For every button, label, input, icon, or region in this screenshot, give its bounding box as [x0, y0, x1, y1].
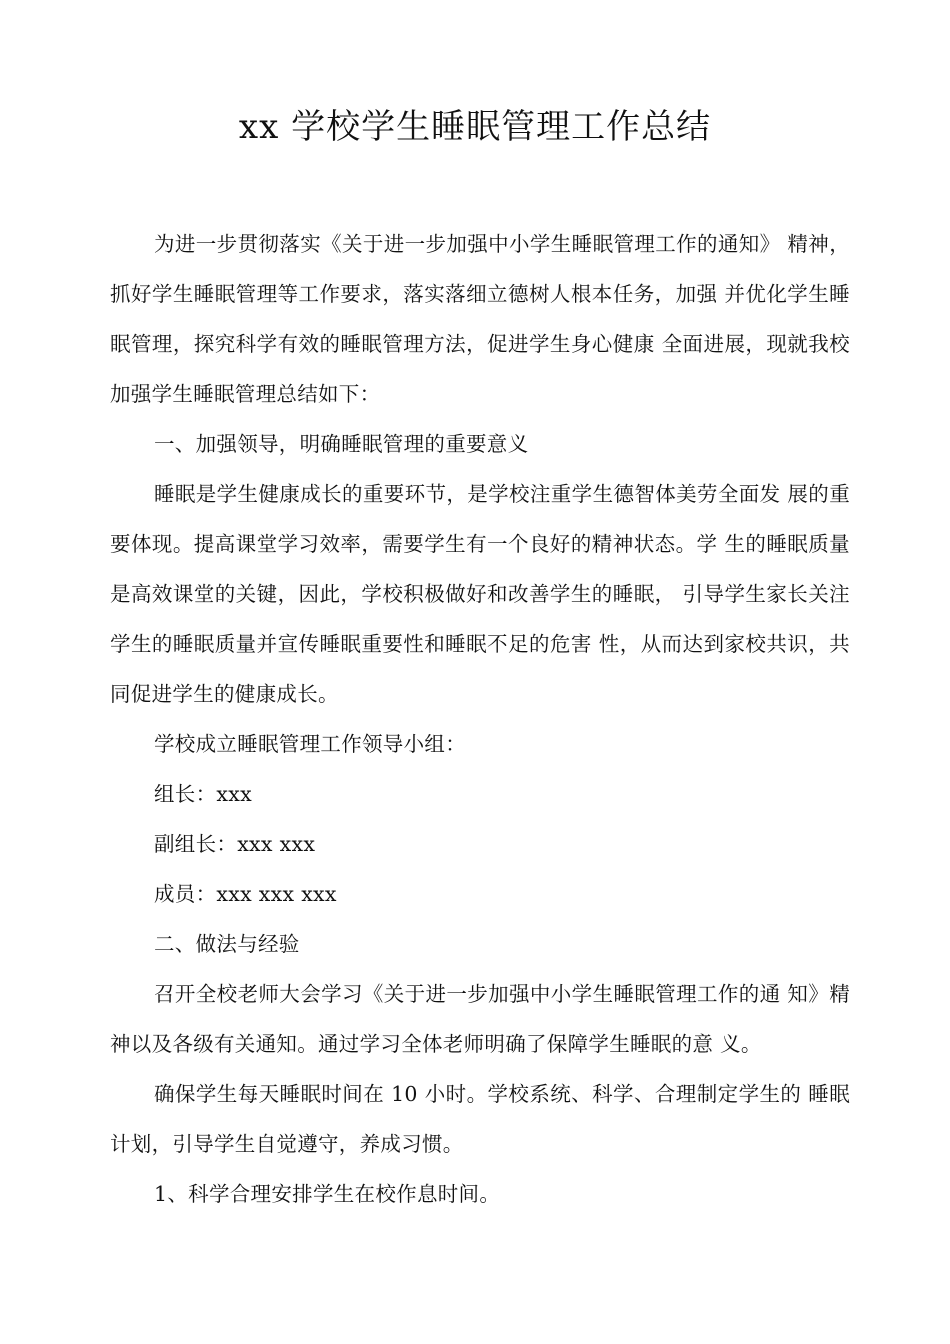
numbered-item-1: 1、科学合理安排学生在校作息时间。: [154, 1182, 501, 1206]
document-body: [110, 219, 850, 1219]
body-paragraph: 召开全校老师大会学习《关于进一步加强中小学生睡眠管理工作的通 知》精神以及各级有关通知。通过学习全体老师明确了保障学生睡眠的意 义。: [110, 982, 850, 1056]
deputy-leader-line: 副组长：xxx xxx: [154, 832, 316, 856]
document-title: xx 学校学生睡眠管理工作总结: [238, 107, 712, 147]
leadership-group-intro: 学校成立睡眠管理工作领导小组：: [154, 732, 466, 756]
group-leader-line: 组长：xxx: [154, 782, 252, 806]
body-paragraph: 确保学生每天睡眠时间在 10 小时。学校系统、科学、合理制定学生的 睡眠计划，引导学生自觉遵守，养成习惯。: [110, 1082, 850, 1156]
intro-paragraph: 为进一步贯彻落实《关于进一步加强中小学生睡眠管理工作的通知》 精神，抓好学生睡眠管理等工作要求，落实落细立德树人根本任务，加强 并优化学生睡眠管理，探究科学有效的睡眠管理方法，促进学生身心健康 全面进展，现就我校加强学生睡眠管理总结如下：: [110, 232, 850, 406]
section-heading-1: 一、加强领导，明确睡眠管理的重要意义: [154, 432, 529, 456]
body-paragraph: 睡眠是学生健康成长的重要环节，是学校注重学生德智体美劳全面发 展的重要体现。提高课堂学习效率，需要学生有一个良好的精神状态。学 生的睡眠质量是高效课堂的关键，因此，学校积极做好和改善学生的睡眠， 引导学生家长关注学生的睡眠质量并宣传睡眠重要性和睡眠不足的危害 性，从而达到家校共识，共同促进学生的健康成长。: [110, 482, 850, 706]
members-line: 成员：xxx xxx xxx: [154, 882, 337, 906]
section-heading-2: 二、做法与经验: [154, 932, 300, 956]
